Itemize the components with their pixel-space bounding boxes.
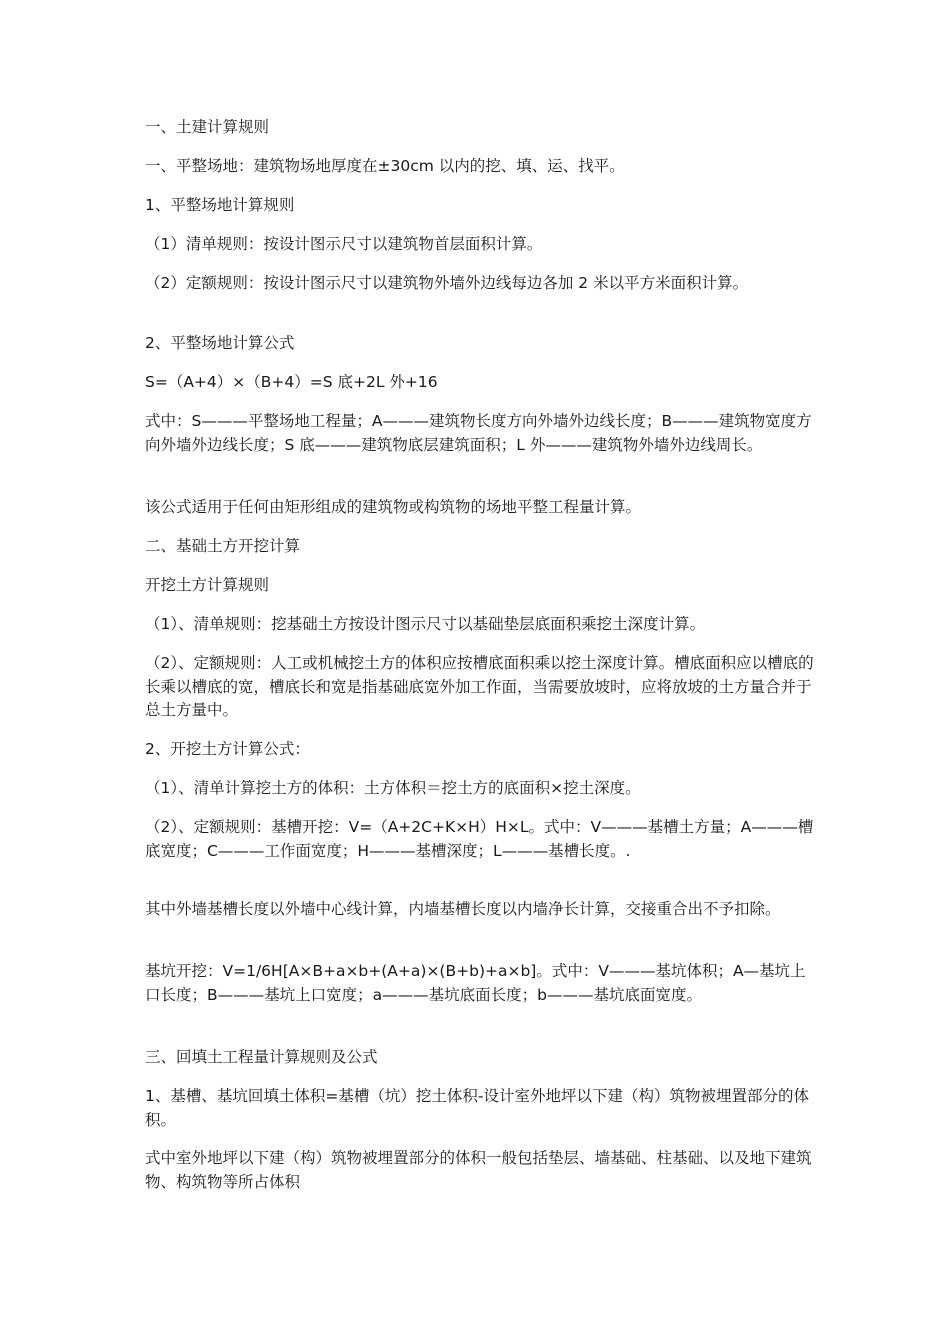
heading-site-leveling-rules: 1、平整场地计算规则 — [145, 196, 295, 214]
paragraph-trench-length-note: 其中外墙基槽长度以外墙中心线计算，内墙基槽长度以内墙净长计算，交接重合出不予扣除。 — [145, 900, 781, 918]
heading-excavation-rules: 开挖土方计算规则 — [145, 576, 270, 594]
heading-backfill: 三、回填土工程量计算规则及公式 — [145, 1048, 378, 1066]
paragraph-excavation-bill-volume: （1）、清单计算挖土方的体积：土方体积＝挖土方的底面积×挖土深度。 — [145, 779, 641, 797]
paragraph-pit-formula: 基坑开挖：V=1/6H[A×B+a×b+(A+a)×(B+b)+a×b]。式中：V———基坑体积；A—基坑上口长度；B———基坑上口宽度；a———基坑底面长度；b———基坑底面宽度。 — [145, 962, 806, 1004]
paragraph-formula-variables: 式中：S———平整场地工程量；A———建筑物长度方向外墙外边线长度；B———建筑物宽度方向外墙外边线长度；S 底———建筑物底层建筑面积；L 外———建筑物外墙外边线周长。 — [145, 412, 812, 454]
paragraph-bill-rule: （1）清单规则：按设计图示尺寸以建筑物首层面积计算。 — [145, 235, 543, 253]
formula-site-leveling: S=（A+4）×（B+4）=S 底+2L 外+16 — [145, 373, 438, 391]
paragraph-excavation-bill-rule: （1）、清单规则：挖基础土方按设计图示尺寸以基础垫层底面积乘挖土深度计算。 — [145, 615, 706, 633]
paragraph-trench-formula: （2）、定额规则：基槽开挖：V=（A+2C+K×H）H×L。式中：V———基槽土方量；A———槽底宽度；C———工作面宽度；H———基槽深度；L———基槽长度。. — [145, 818, 814, 860]
paragraph-excavation-quota-rule: （2）、定额规则：人工或机械挖土方的体积应按槽底面积乘以挖土深度计算。槽底面积应以槽底的长乘以槽底的宽，槽底长和宽是指基础底宽外加工作面，当需要放坡时，应将放坡的土方量合并于总土方量中。 — [145, 654, 814, 719]
paragraph-buried-volume-note: 式中室外地坪以下建（构）筑物被埋置部分的体积一般包括垫层、墙基础、柱基础、以及地下建筑物、构筑物等所占体积 — [145, 1149, 812, 1191]
heading-foundation-excavation: 二、基础土方开挖计算 — [145, 537, 301, 555]
heading-excavation-formula: 2、开挖土方计算公式： — [145, 740, 310, 758]
heading-site-leveling-formula: 2、平整场地计算公式 — [145, 334, 295, 352]
paragraph-formula-applicability: 该公式适用于任何由矩形组成的建筑物或构筑物的场地平整工程量计算。 — [145, 498, 642, 516]
paragraph-site-leveling-definition: 一、平整场地：建筑物场地厚度在±30cm 以内的挖、填、运、找平。 — [145, 157, 625, 175]
paragraph-backfill-volume: 1、基槽、基坑回填土体积=基槽（坑）挖土体积-设计室外地坪以下建（构）筑物被埋置部分的体积。 — [145, 1087, 809, 1129]
heading-civil-rules: 一、土建计算规则 — [145, 118, 270, 136]
paragraph-quota-rule: （2）定额规则：按设计图示尺寸以建筑物外墙外边线每边各加 2 米以平方米面积计算。 — [145, 274, 749, 292]
